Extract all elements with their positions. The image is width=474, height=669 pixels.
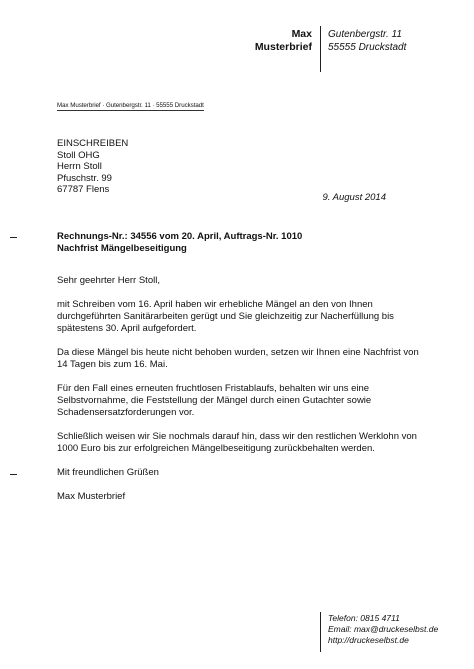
letter-body [57,275,425,479]
subject [57,231,417,255]
closing: Mit freundlichen Grüßen [57,467,159,478]
recipient-line: Herrn Stoll [57,161,102,172]
recipient-line: EINSCHREIBEN [57,138,129,149]
sender-last-name: Musterbrief [254,41,312,53]
recipient-line: Pfuschstr. 99 [57,172,112,184]
letter-date: 9. August 2014 [322,192,386,203]
return-address-line: Max Musterbrief · Gutenbergstr. 11 · 55555 Druckstadt [57,102,204,109]
body-paragraph: Für den Fall eines erneuten fruchtlosen Fristablaufs, behalten wir uns eine Selbstvornahme, die Feststellung der Mängel durch einen Gutachter sowie Schadensersatzforderungen vor. [57,383,372,418]
footer-contact [328,613,438,646]
footer-phone: Telefon: 0815 4711 [328,613,400,623]
footer-email: Email: max@druckeselbst.de [328,624,439,634]
fold-mark [10,474,17,475]
sender-address [328,28,406,54]
sender-city: 55555 Druckstadt [328,42,407,53]
recipient-address [57,138,128,196]
header-divider [320,26,321,72]
footer-divider [320,612,321,652]
body-paragraph: Da diese Mängel bis heute nicht behoben wurden, setzen wir Ihnen eine Nachfrist von 14 Tagen bis zum 16. Mai. [57,347,419,370]
body-paragraph: Schließlich weisen wir Sie nochmals darauf hin, dass wir den restlichen Werklohn von 1000 Euro bis zur erfolgreichen Mängelbeseitigung zurückbehalten werden. [57,431,417,454]
subject-line: Rechnungs-Nr.: 34556 vom 20. April, Auftrags-Nr. 1010 [57,231,303,242]
salutation: Sehr geehrter Herr Stoll, [57,275,160,286]
footer-web: http://druckeselbst.de [328,635,409,645]
sender-street: Gutenbergstr. 11 [328,29,402,40]
recipient-line: Stoll OHG [57,149,100,161]
recipient-line: 67787 Flens [57,184,110,195]
sender-first-name: Max [291,28,312,40]
fold-mark [10,237,17,238]
body-paragraph: mit Schreiben vom 16. April haben wir erhebliche Mängel an den von Ihnen durchgeführten Sanitärarbeiten gerügt und Sie gleichzeitig zur Nacherfüllung bis spätestens 30. April aufgefordert. [57,299,394,334]
sender-name [172,28,312,54]
subject-line: Nachfrist Mängelbeseitigung [57,243,187,254]
signature-name: Max Musterbrief [57,491,126,502]
